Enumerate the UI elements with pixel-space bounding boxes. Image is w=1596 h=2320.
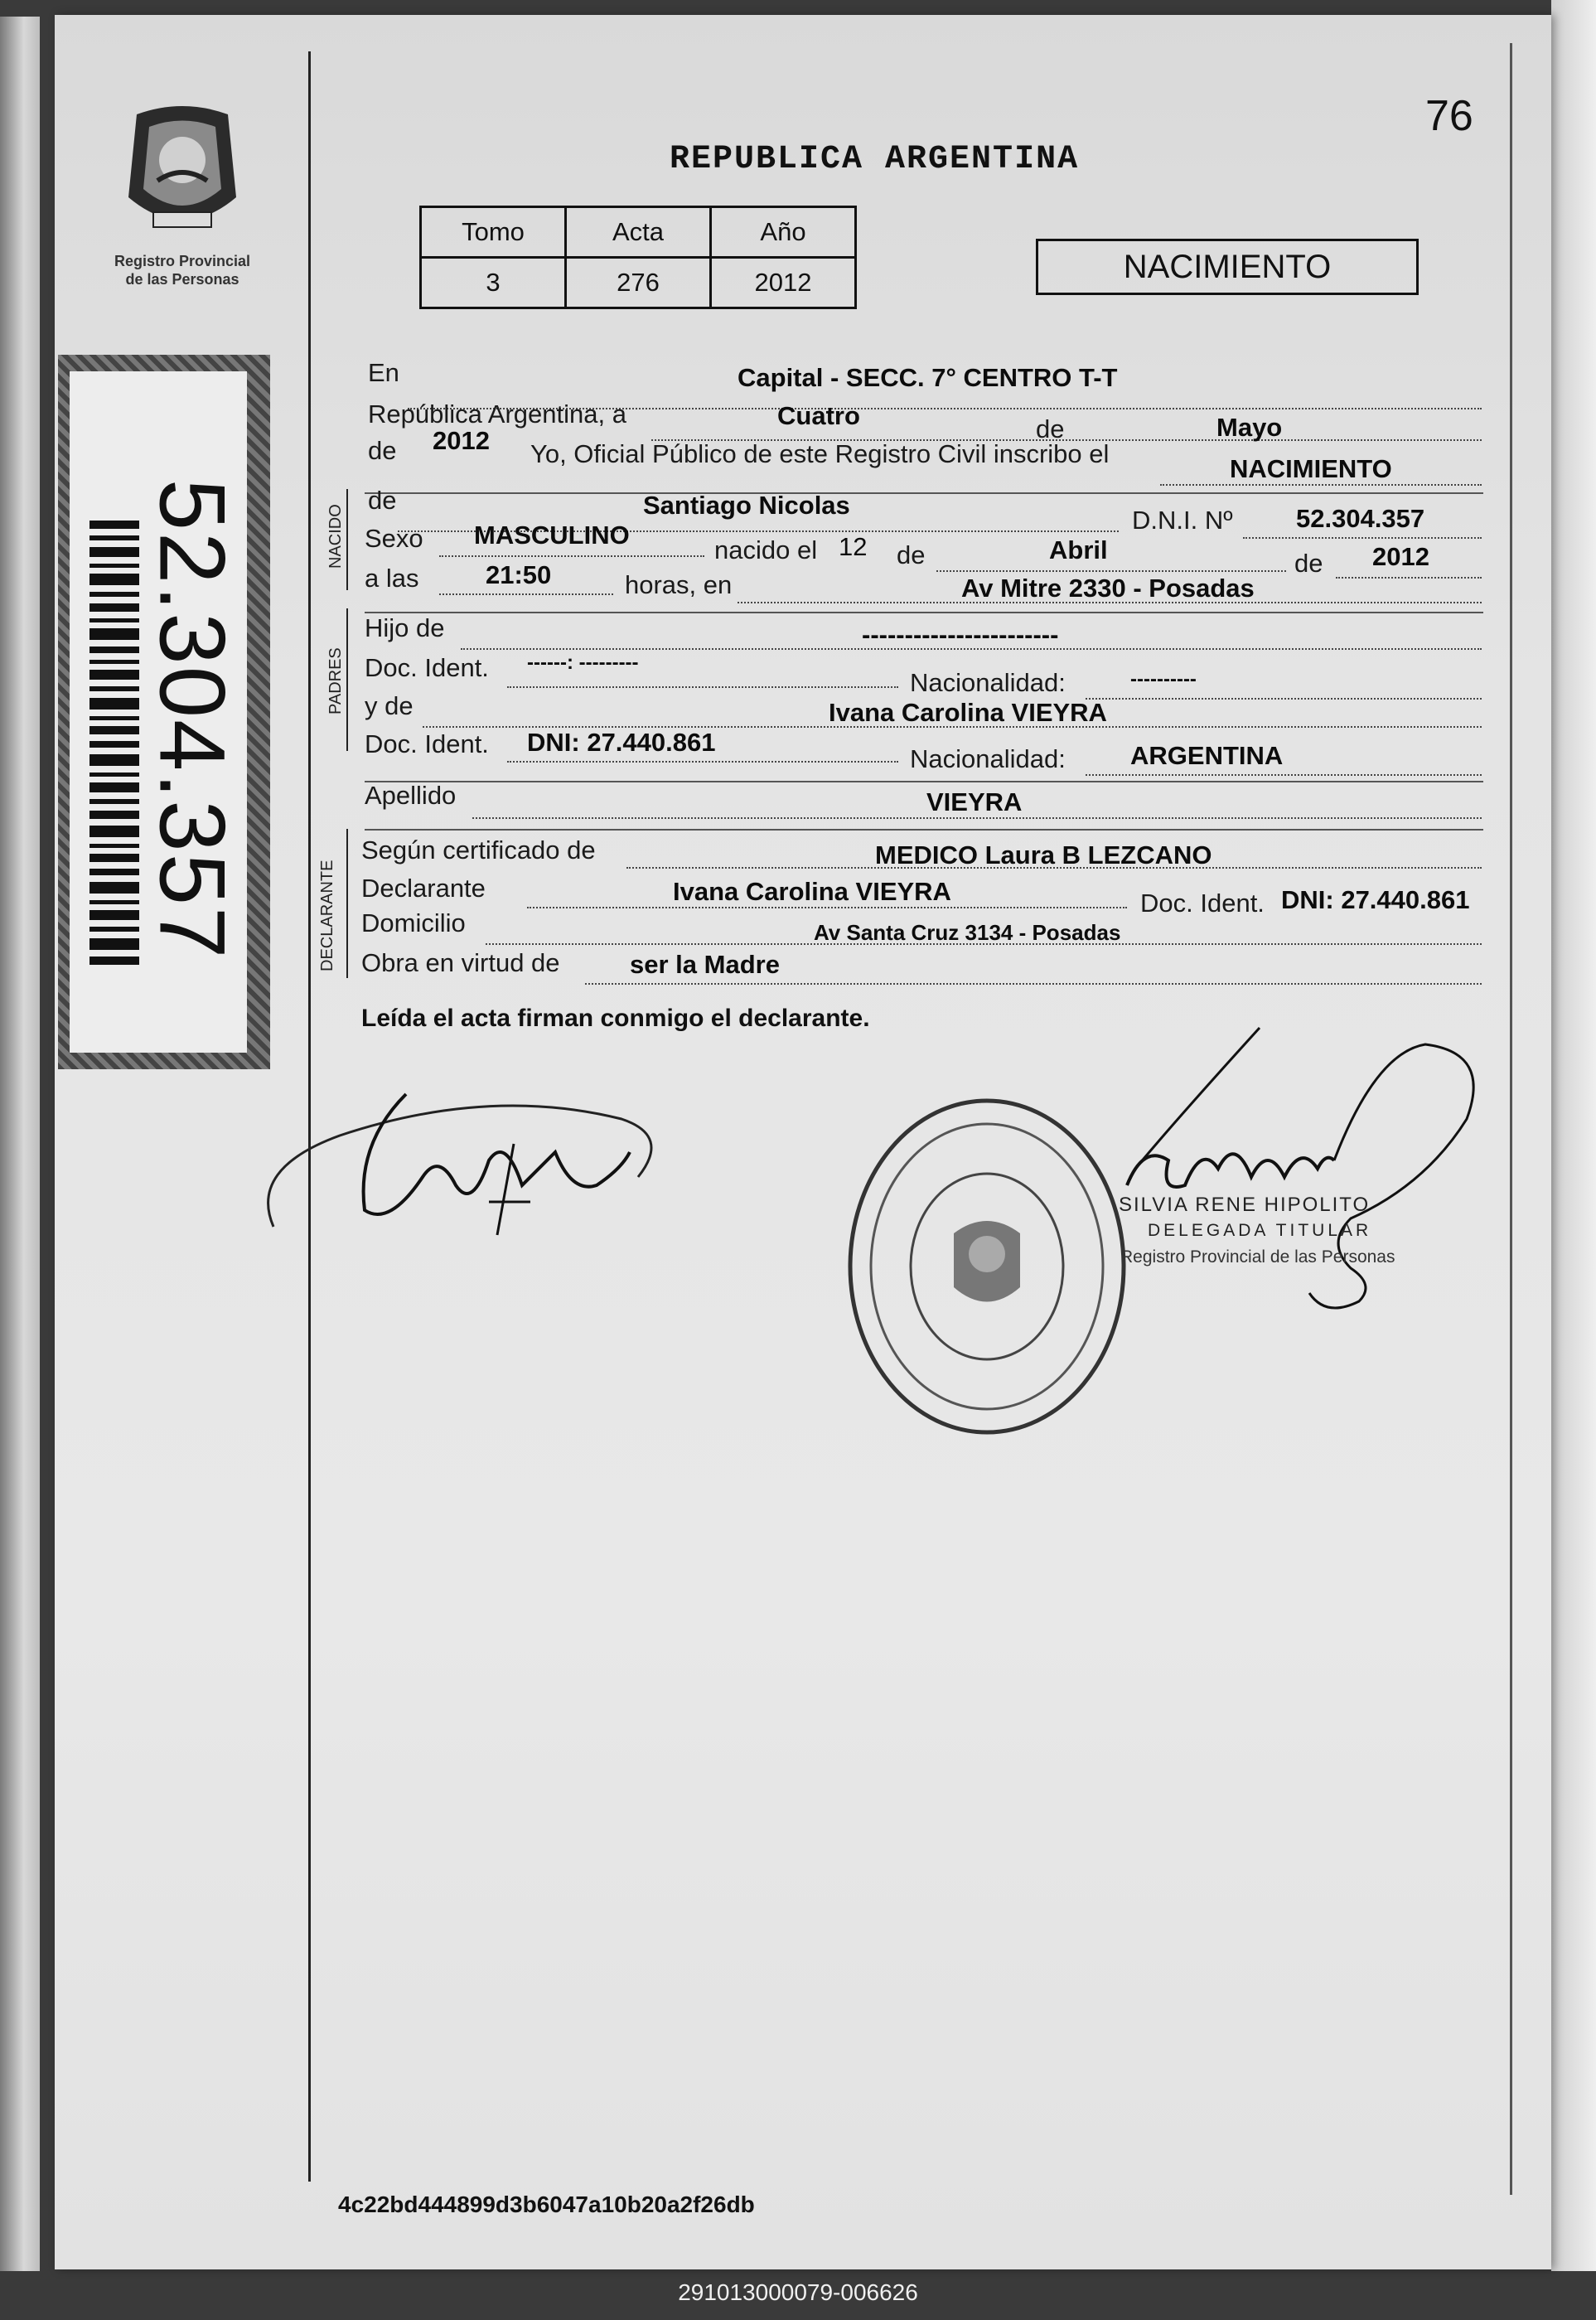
dotted-line — [585, 983, 1482, 985]
label-certificado: Según certificado de — [361, 835, 596, 865]
label-de-mes-nac: de — [897, 540, 926, 569]
dotted-line — [1160, 484, 1482, 486]
label-doc-ident-padre: Doc. Ident. — [365, 653, 489, 682]
registry-header-anio: Año — [711, 207, 856, 258]
value-padre: ----------------------- — [862, 620, 1059, 649]
registry-header-tomo: Tomo — [421, 207, 566, 258]
province-seal-icon — [120, 98, 244, 247]
dotted-line — [472, 817, 1482, 819]
dotted-line — [527, 907, 1127, 908]
barcode-number-vertical: 52.304.357 — [140, 478, 244, 961]
logo-caption-line-2: de las Personas — [125, 271, 239, 288]
book-spine-edge — [0, 17, 40, 2271]
registry-value-acta: 276 — [566, 258, 711, 308]
value-apellido: VIEYRA — [926, 787, 1023, 816]
registry-table — [419, 206, 857, 309]
label-nacionalidad-padre: Nacionalidad: — [910, 668, 1066, 697]
value-certificado: MEDICO Laura B LEZCANO — [875, 840, 1212, 869]
value-declarante: Ivana Carolina VIEYRA — [673, 877, 951, 906]
padres-bracket — [346, 608, 348, 751]
side-label-padres: PADRES — [326, 647, 345, 714]
side-label-nacido: NACIDO — [326, 504, 345, 569]
label-declarante: Declarante — [361, 874, 486, 903]
value-obra: ser la Madre — [630, 950, 780, 979]
section-divider — [365, 829, 1483, 831]
label-de-mes: de — [1036, 414, 1065, 443]
value-anio: 2012 — [433, 426, 490, 455]
dotted-line — [439, 593, 613, 595]
value-sexo: MASCULINO — [474, 521, 630, 550]
document-type-box: NACIMIENTO — [1036, 239, 1419, 295]
officer-title: DELEGADA TITULAR — [1148, 1221, 1372, 1240]
label-nacionalidad-madre: Nacionalidad: — [910, 744, 1066, 773]
document-hash: 4c22bd444899d3b6047a10b20a2f26db — [338, 2192, 755, 2217]
page-number: 76 — [1425, 92, 1473, 140]
barcode-icon — [89, 521, 139, 968]
value-dni: 52.304.357 — [1296, 504, 1425, 533]
label-sexo: Sexo — [365, 524, 423, 553]
dotted-line — [439, 555, 704, 557]
page-stack-edge — [1551, 0, 1596, 2271]
registry-value-tomo: 3 — [421, 258, 566, 308]
value-padre-nacionalidad: ---------- — [1130, 668, 1197, 690]
declarant-signature-icon — [240, 1069, 688, 1252]
footer-id: 291013000079-006626 — [678, 2279, 918, 2305]
label-doc-ident-declarante: Doc. Ident. — [1140, 889, 1265, 918]
label-en: En — [368, 358, 399, 387]
label-dni: D.N.I. Nº — [1132, 506, 1233, 535]
value-dia-nacimiento: 12 — [839, 532, 868, 561]
closing-statement: Leída el acta firman conmigo el declarante. — [361, 1005, 870, 1032]
value-nombre: Santiago Nicolas — [643, 491, 850, 520]
value-lugar-nacimiento: Av Mitre 2330 - Posadas — [961, 574, 1255, 603]
label-a-las: a las — [365, 564, 419, 593]
label-y-de: y de — [365, 691, 414, 720]
dotted-line — [1336, 577, 1482, 579]
section-divider — [365, 612, 1483, 613]
value-madre: Ivana Carolina VIEYRA — [829, 698, 1107, 727]
nacido-bracket — [346, 489, 348, 590]
label-obra: Obra en virtud de — [361, 948, 560, 977]
dotted-line — [1086, 698, 1482, 700]
label-de-anio-nac: de — [1294, 549, 1323, 578]
label-doc-ident-madre: Doc. Ident. — [365, 729, 489, 758]
value-tipo: NACIMIENTO — [1230, 454, 1392, 483]
text-inscribo: Yo, Oficial Público de este Registro Civil inscribo el — [530, 439, 1110, 468]
registry-logo — [91, 98, 273, 288]
dotted-line — [507, 686, 898, 688]
value-mes: Mayo — [1216, 413, 1283, 442]
declarante-bracket — [346, 829, 348, 978]
logo-caption-line-1: Registro Provincial — [114, 253, 251, 269]
value-hora: 21:50 — [486, 560, 552, 589]
value-madre-nacionalidad: ARGENTINA — [1130, 741, 1284, 770]
label-domicilio: Domicilio — [361, 908, 466, 937]
side-label-declarante: DECLARANTE — [318, 860, 336, 971]
dotted-line — [1086, 774, 1482, 776]
dotted-line — [1243, 537, 1482, 539]
value-dia: Cuatro — [777, 401, 860, 430]
dotted-line — [936, 570, 1286, 572]
label-horas-en: horas, en — [625, 570, 733, 599]
dni-barcode-panel — [58, 355, 270, 1069]
officer-department: Registro Provincial de las Personas — [1120, 1247, 1395, 1267]
label-de-nombre: de — [368, 486, 397, 515]
country-title: REPUBLICA ARGENTINA — [670, 141, 1080, 178]
officer-name: SILVIA RENE HIPOLITO — [1119, 1194, 1371, 1216]
dotted-line — [507, 761, 898, 763]
right-margin-line — [1510, 43, 1512, 2195]
section-divider — [365, 781, 1483, 782]
value-padre-doc: ------: --------- — [527, 651, 639, 674]
section-divider — [365, 492, 1483, 494]
label-de-anio: de — [368, 436, 397, 465]
value-anio-nacimiento: 2012 — [1372, 542, 1429, 571]
value-madre-doc: DNI: 27.440.861 — [527, 728, 716, 757]
registry-header-acta: Acta — [566, 207, 711, 258]
value-mes-nacimiento: Abril — [1049, 535, 1108, 564]
value-declarante-doc: DNI: 27.440.861 — [1281, 885, 1470, 914]
value-domicilio: Av Santa Cruz 3134 - Posadas — [814, 920, 1121, 945]
label-republica: República Argentina, a — [368, 400, 626, 429]
label-nacido-el: nacido el — [714, 535, 818, 564]
label-apellido: Apellido — [365, 781, 457, 810]
value-lugar: Capital - SECC. 7° CENTRO T-T — [738, 363, 1118, 392]
official-signature-icon — [1077, 1020, 1508, 1351]
label-hijo-de: Hijo de — [365, 613, 445, 642]
registry-value-anio: 2012 — [711, 258, 856, 308]
